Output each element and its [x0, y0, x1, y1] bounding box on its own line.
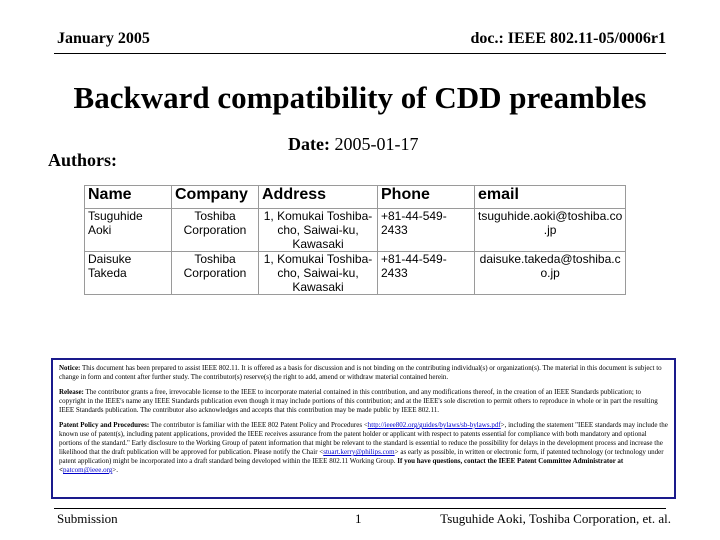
author-name: Tsuguhide Aoki — [85, 209, 172, 252]
release-paragraph — [59, 388, 668, 415]
authors-table — [84, 185, 626, 295]
col-header-email: email — [475, 186, 626, 209]
author-phone: +81-44-549-2433 — [378, 252, 475, 295]
author-name: Daisuke Takeda — [85, 252, 172, 295]
footer-authors: Tsuguhide Aoki, Toshiba Corporation, et. al. — [440, 511, 671, 526]
author-address — [259, 252, 378, 295]
release-label: Release: — [59, 388, 84, 396]
patcom-email-link[interactable]: patcom@ieee.org — [63, 466, 113, 474]
col-header-address: Address — [259, 186, 378, 209]
patent-paragraph — [59, 421, 668, 475]
address-line: cho, Saiwai-ku, — [277, 223, 359, 237]
authors-label: Authors: — [48, 150, 118, 170]
footer-submission: Submission — [57, 511, 118, 526]
author-phone: +81-44-549-2433 — [378, 209, 475, 252]
col-header-phone: Phone — [378, 186, 475, 209]
header-doc-id: doc.: IEEE 802.11-05/0006r1 — [470, 30, 666, 47]
email-line: tsuguhide.aoki@toshiba.co — [478, 209, 623, 223]
patent-text: The contributor is familiar with the IEEE 802 Patent Policy and Procedures < — [150, 421, 368, 429]
email-line: .jp — [543, 223, 557, 237]
address-line: cho, Saiwai-ku, — [277, 266, 359, 280]
company-line: Corporation — [183, 223, 247, 237]
header-rule — [54, 53, 666, 54]
patent-text: >, including the statement "IEEE standards may include the known use of patent(s), including patent applications, provided the IEEE receives assurance from the patent holder or applicant with respect to patents essential for compliance with both mandatory and optional portions of the standard." Early disclosure to the Working Group of patent information that might be relevant to the standard is essential to reduce the possibility for delays in the development process and increase the likelihood that the draft publication will be approved for publication. Please notify the Chair < — [59, 421, 668, 456]
author-address — [259, 209, 378, 252]
company-line: Toshiba — [194, 209, 236, 223]
patent-contact-text: If you have questions, contact the IEEE Patent Committee Administrator at < — [59, 457, 624, 474]
slide-title: Backward compatibility of CDD preambles — [73, 80, 647, 115]
company-line: Corporation — [183, 266, 247, 280]
footer-rule — [54, 508, 666, 509]
patent-policy-link[interactable]: http://ieee802.org/guides/bylaws/sb-bylaws.pdf — [367, 421, 501, 429]
address-line: Kawasaki — [292, 280, 344, 294]
page-number: 1 — [355, 511, 362, 526]
notice-label: Notice: — [59, 364, 81, 372]
table-row — [85, 252, 626, 295]
release-text: The contributor grants a free, irrevocable license to the IEEE to incorporate material contained in this contribution, and any modifications thereof, in the creation of an IEEE Standards publication; to copyright in the IEEE's name any IEEE Standards publication even though it may include portions of this contribution; and at the IEEE's sole discretion to permit others to reproduce in whole or in part the resulting IEEE Standards publication. The contributor also acknowledges and accepts that this contribution may be made public by IEEE 802.11. — [59, 388, 658, 414]
table-header-row — [85, 186, 626, 209]
date-value: 2005-01-17 — [334, 134, 419, 154]
date-line — [288, 134, 418, 155]
company-line: Toshiba — [194, 252, 236, 266]
author-email — [475, 209, 626, 252]
date-label: Date: — [288, 134, 330, 154]
patent-text: > as early as possible, in written or electronic form, if patented technology (or technology under patent application) might be incorporated into a draft standard being developed within the IEEE 802.11 Working Group. — [59, 448, 664, 465]
notice-paragraph — [59, 364, 668, 382]
patent-text: >. — [112, 466, 118, 474]
table-row — [85, 209, 626, 252]
email-line: o.jp — [540, 266, 560, 280]
header-date: January 2005 — [57, 30, 150, 47]
address-line: 1, Komukai Toshiba- — [263, 209, 373, 223]
col-header-company: Company — [172, 186, 259, 209]
author-email — [475, 252, 626, 295]
col-header-name: Name — [85, 186, 172, 209]
notice-box — [51, 358, 676, 499]
email-line: daisuke.takeda@toshiba.c — [479, 252, 621, 266]
address-line: Kawasaki — [292, 237, 344, 251]
author-company — [172, 209, 259, 252]
address-line: 1, Komukai Toshiba- — [263, 252, 373, 266]
notice-text: This document has been prepared to assist IEEE 802.11. It is offered as a basis for discussion and is not binding on the contributing individual(s) or organization(s). The material in this document is subject to change in form and content after further study. The contributor(s) reserve(s) the right to add, amend or withdraw material contained herein. — [59, 364, 662, 381]
patent-label: Patent Policy and Procedures: — [59, 421, 150, 429]
chair-email-link[interactable]: stuart.kerry@philips.com — [323, 448, 395, 456]
author-company — [172, 252, 259, 295]
